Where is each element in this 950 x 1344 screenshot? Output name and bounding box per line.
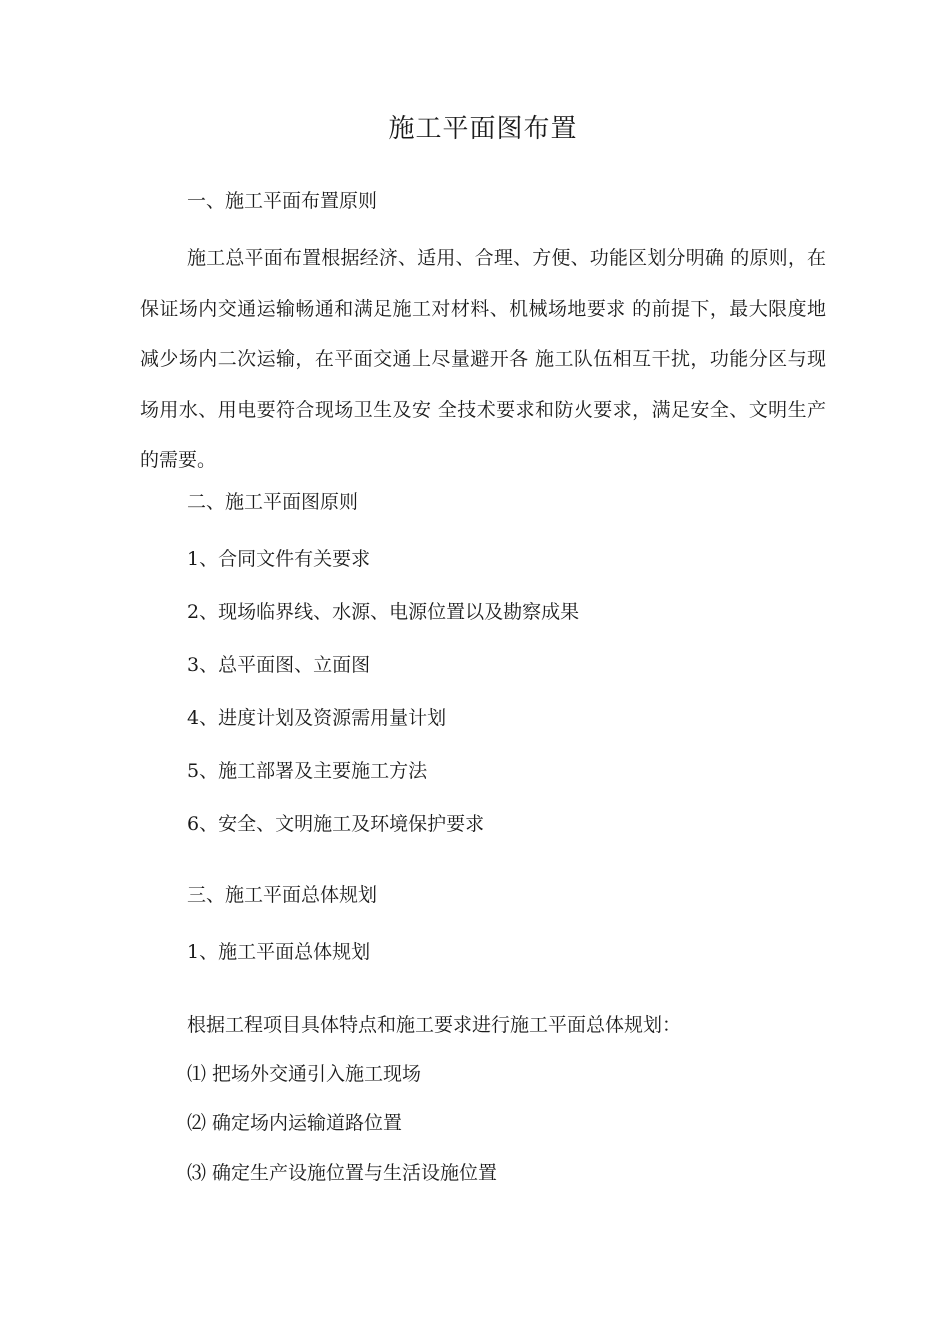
- list-item: ⑶ 确定生产设施位置与生活设施位置: [187, 1162, 498, 1184]
- section-2-heading: 二、施工平面图原则: [187, 491, 359, 513]
- list-item: 5、施工部署及主要施工方法: [187, 760, 428, 782]
- section-1-body: 施工总平面布置根据经济、适用、合理、方便、功能区划分明确 的原则，在保证场内交通运输畅通和满足施工对材料、机械场地要求 的前提下，最大限度地减少场内二次运输，在平面交通上尽量避开各 施工队伍相互干扰，功能分区与现场用水、用电要符合现场卫生及安 全技术要求和防火要求，满足安全、文明生产的需要。: [140, 247, 826, 471]
- section-3-heading: 三、施工平面总体规划: [187, 884, 378, 906]
- section-3-intro: 根据工程项目具体特点和施工要求进行施工平面总体规划：: [187, 1014, 682, 1036]
- list-item: 4、进度计划及资源需用量计划: [187, 707, 447, 729]
- list-item: 2、现场临界线、水源、电源位置以及勘察成果: [187, 601, 580, 623]
- section-1-heading: 一、施工平面布置原则: [187, 190, 378, 212]
- document-title: 施工平面图布置: [388, 114, 578, 144]
- list-item: ⑵ 确定场内运输道路位置: [187, 1112, 403, 1134]
- list-item: ⑴ 把场外交通引入施工现场: [187, 1063, 422, 1085]
- list-item: 3、总平面图、立面图: [187, 654, 371, 676]
- section-3-subheading: 1、施工平面总体规划: [187, 941, 371, 963]
- list-item: 1、合同文件有关要求: [187, 548, 371, 570]
- list-item: 6、安全、文明施工及环境保护要求: [187, 813, 485, 835]
